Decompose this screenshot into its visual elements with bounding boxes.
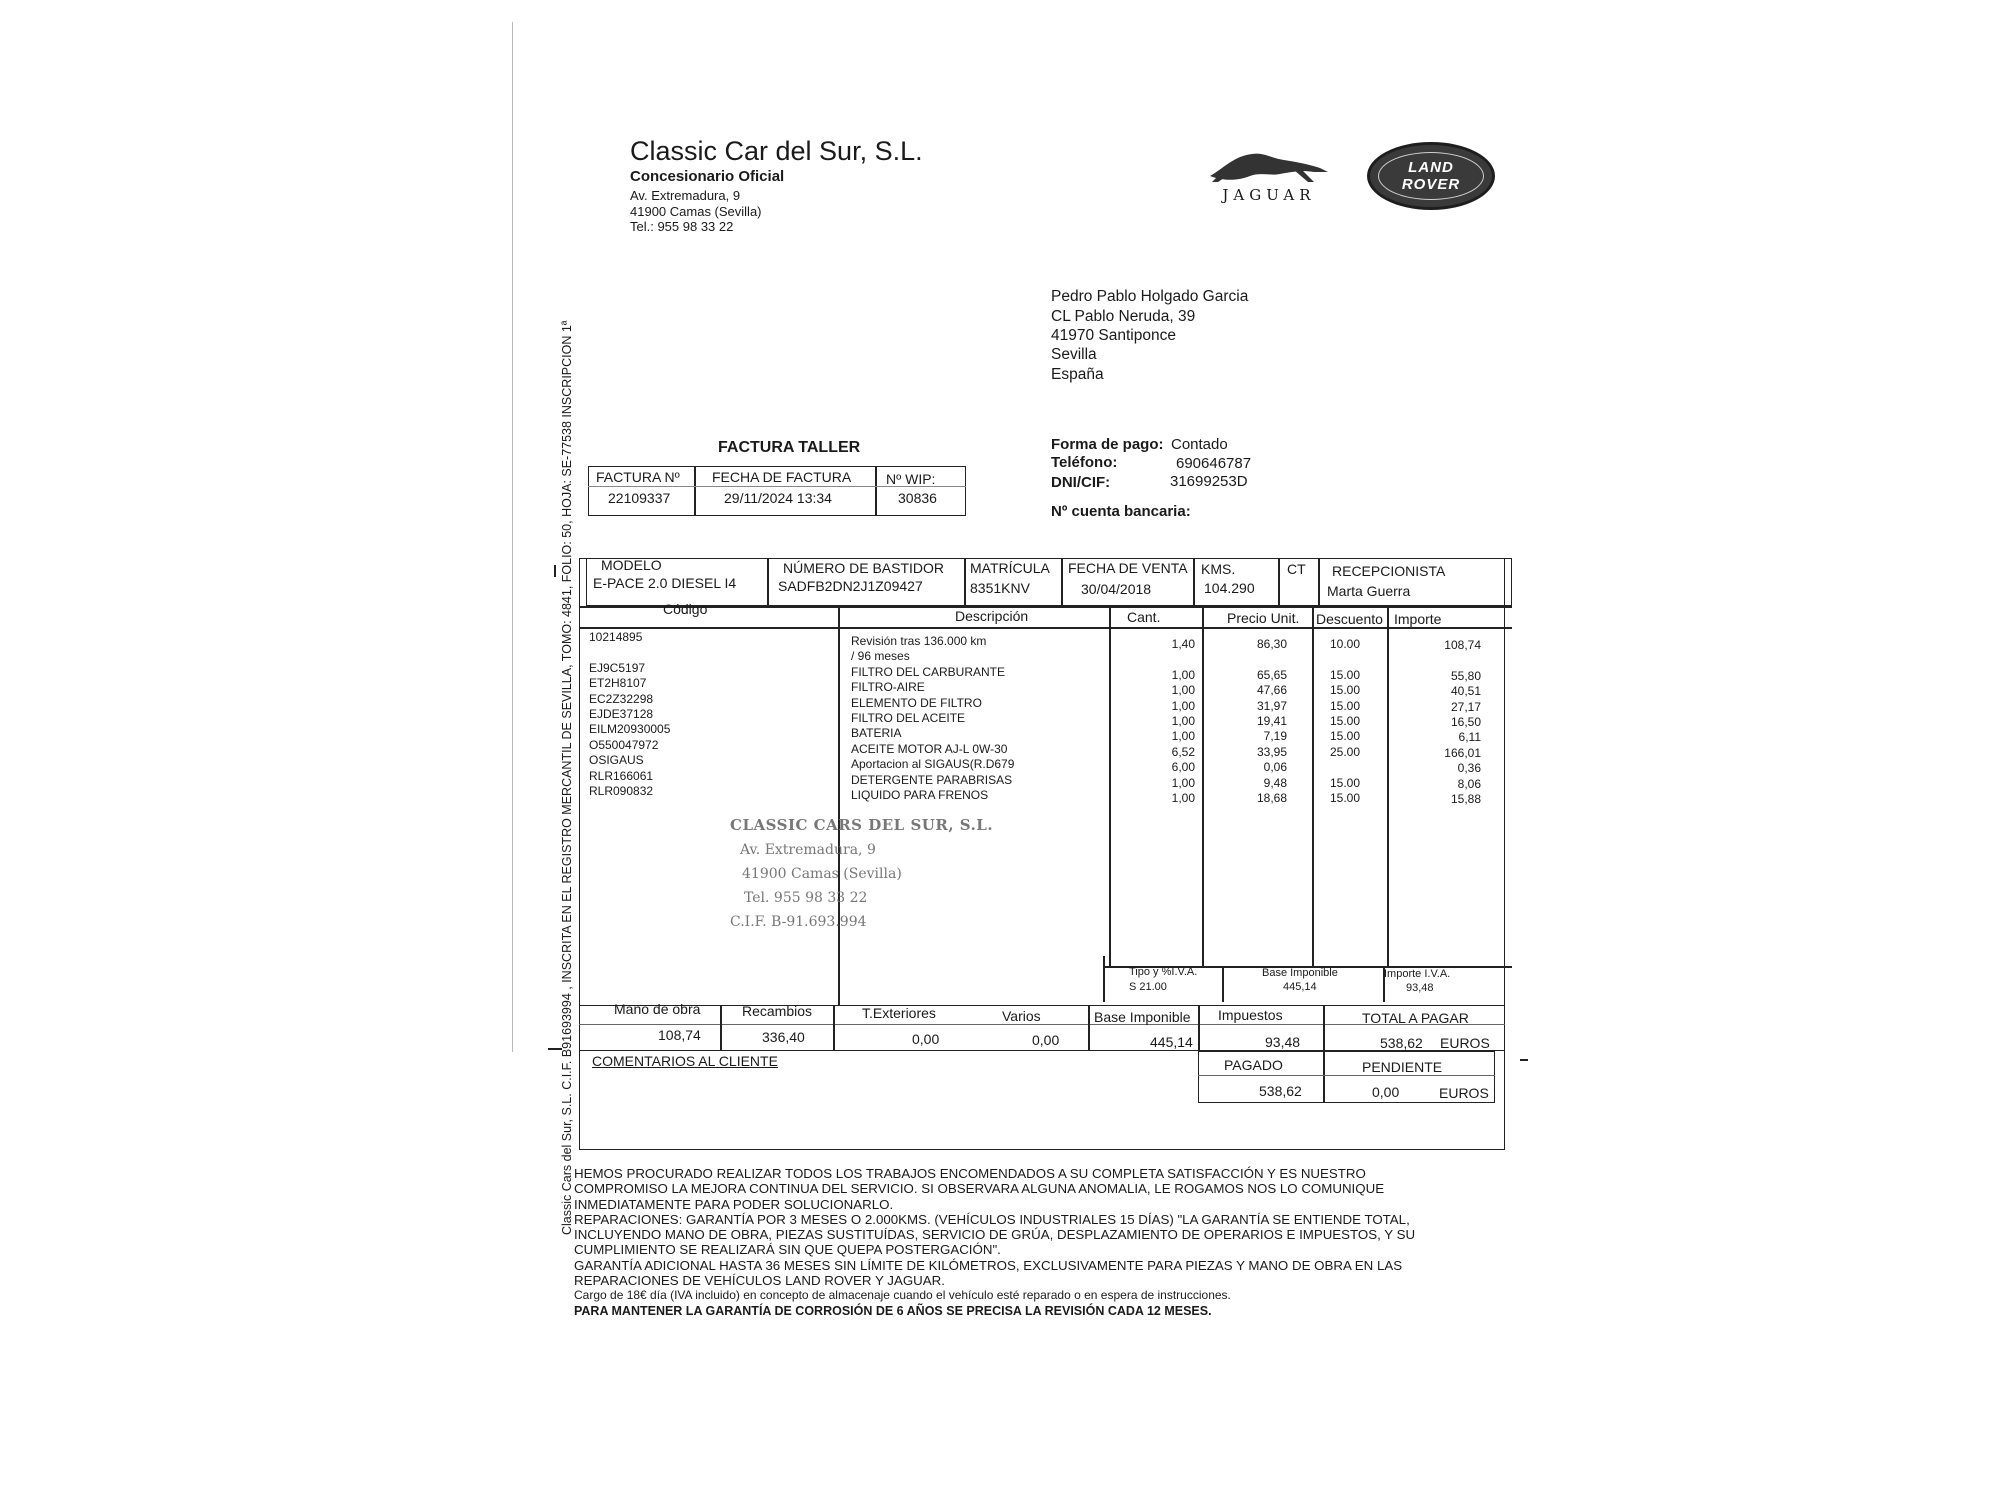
vehicle-plate-label: MATRÍCULA bbox=[970, 560, 1050, 576]
item-cell: 6,52 bbox=[1171, 744, 1195, 759]
item-cell: ACEITE MOTOR AJ-L 0W-30 bbox=[851, 741, 1008, 756]
item-cell: FILTRO DEL CARBURANTE bbox=[851, 664, 1006, 679]
terms-line: COMPROMISO LA MEJORA CONTINUA DEL SERVICIO. SI OBSERVARA ALGUNA ANOMALIA, LE ROGAMOS NOS LO COMUNIQUE bbox=[574, 1181, 1385, 1197]
scan-mark-right bbox=[1520, 1059, 1528, 1061]
vehicle-receptionist: Marta Guerra bbox=[1327, 583, 1411, 599]
vehicle-plate: 8351KNV bbox=[970, 580, 1030, 596]
customer-name: Pedro Pablo Holgado Garcia bbox=[1051, 288, 1249, 305]
item-cell: 1,00 bbox=[1171, 713, 1195, 728]
item-cell bbox=[589, 645, 829, 660]
item-cell: 15.00 bbox=[1330, 683, 1361, 698]
item-cell: ELEMENTO DE FILTRO bbox=[851, 695, 982, 710]
divider bbox=[1088, 1005, 1090, 1051]
item-cell: 8,06 bbox=[1457, 776, 1481, 791]
item-cell: 15,88 bbox=[1450, 791, 1481, 806]
jaguar-leaper-icon bbox=[1204, 146, 1334, 188]
item-cell: 1,00 bbox=[1171, 775, 1195, 790]
totals-exteriors: 0,00 bbox=[912, 1031, 940, 1047]
stamp-line-5: C.I.F. B-91.693.994 bbox=[730, 914, 867, 930]
payment-phone: 690646787 bbox=[1176, 455, 1252, 472]
stamp-line-1: CLASSIC CARS DEL SUR, S.L. bbox=[730, 816, 994, 834]
terms-line: REPARACIONES DE VEHÍCULOS LAND ROVER Y JAGUAR. bbox=[574, 1273, 945, 1289]
invoice-number: 22109337 bbox=[608, 490, 671, 506]
item-cell: EJ9C5197 bbox=[589, 660, 646, 675]
vehicle-sale-date: 30/04/2018 bbox=[1081, 581, 1152, 597]
totals-misc: 0,00 bbox=[1032, 1032, 1060, 1048]
divider bbox=[964, 558, 966, 606]
invoice-number-label: FACTURA Nº bbox=[596, 469, 680, 485]
totals-labor: 108,74 bbox=[658, 1027, 701, 1043]
divider bbox=[1222, 966, 1224, 1002]
totals-labor-label: Mano de obra bbox=[614, 1001, 701, 1017]
divider bbox=[767, 558, 769, 606]
invoice-wip: 30836 bbox=[898, 490, 937, 506]
item-cell: 15.00 bbox=[1330, 729, 1361, 744]
item-cell bbox=[1110, 652, 1195, 667]
totals-total-label: TOTAL A PAGAR bbox=[1362, 1010, 1469, 1026]
terms-line: INCLUYENDO MANO DE OBRA, PIEZAS SUSTITUÍDAS, SERVICIO DE GRÚA, DESPLAZAMIENTO DE OPERARIOS E IMPUESTOS, Y SU bbox=[574, 1227, 1416, 1243]
vat-type: S 21.00 bbox=[1129, 981, 1167, 993]
item-cell: 9,48 bbox=[1263, 775, 1287, 790]
terms-line: REPARACIONES: GARANTÍA POR 3 MESES O 2.000KMS. (VEHÍCULOS INDUSTRIALES 15 DÍAS) "LA GARANTÍA SE ENTIENDE TOTAL, bbox=[574, 1211, 1410, 1227]
terms-line: INMEDIATAMENTE PARA PODER SOLUCIONARLO. bbox=[574, 1196, 894, 1212]
item-cell: 0,06 bbox=[1263, 760, 1287, 775]
item-cell: 1,40 bbox=[1171, 637, 1195, 651]
divider bbox=[1278, 558, 1280, 606]
col-header-code: Código bbox=[663, 601, 708, 617]
divider bbox=[1323, 1051, 1325, 1103]
company-city: 41900 Camas (Sevilla) bbox=[630, 204, 762, 219]
col-header-discount: Descuento bbox=[1316, 611, 1383, 627]
landrover-wordmark-top: LAND bbox=[1408, 159, 1454, 176]
divider bbox=[579, 627, 1512, 629]
item-cell: 1,00 bbox=[1171, 790, 1195, 805]
item-cell: / 96 meses bbox=[851, 649, 910, 664]
item-cell: Revisión tras 136.000 km bbox=[851, 634, 987, 648]
vat-amount-label: Importe I.V.A. bbox=[1384, 968, 1451, 980]
item-cell: 15.00 bbox=[1330, 713, 1361, 728]
item-cell: Aportacion al SIGAUS(R.D679 bbox=[851, 757, 1015, 772]
divider bbox=[720, 1005, 722, 1051]
item-cell: 0,36 bbox=[1457, 761, 1481, 776]
item-cell: EILM20930005 bbox=[589, 722, 671, 737]
item-cell: 6,00 bbox=[1171, 760, 1195, 775]
item-cell: EJDE37128 bbox=[589, 706, 654, 721]
item-cell: 166,01 bbox=[1444, 745, 1481, 760]
item-cell: 33,95 bbox=[1256, 744, 1287, 759]
divider bbox=[1198, 1005, 1200, 1051]
payment-bank-label: Nº cuenta bancaria: bbox=[1051, 503, 1191, 520]
item-cell: 25.00 bbox=[1330, 744, 1361, 759]
terms-line: CUMPLIMIENTO SE REALIZARÁ SIN QUE QUEPA POSTERGACIÓN". bbox=[574, 1242, 1001, 1258]
item-cell: OSIGAUS bbox=[589, 753, 644, 768]
stamp-line-2: Av. Extremadura, 9 bbox=[740, 842, 876, 858]
divider bbox=[838, 606, 840, 1006]
customer-street: CL Pablo Neruda, 39 bbox=[1051, 308, 1196, 325]
stamp-line-4: Tel. 955 98 33 22 bbox=[744, 890, 868, 906]
document-title: FACTURA TALLER bbox=[718, 439, 861, 456]
payment-method: Contado bbox=[1171, 436, 1228, 453]
payment-phone-label: Teléfono: bbox=[1051, 454, 1118, 471]
col-header-amount: Importe bbox=[1394, 611, 1442, 627]
customer-city: 41970 Santiponce bbox=[1051, 327, 1176, 344]
item-cell: 15.00 bbox=[1330, 775, 1361, 790]
item-codes bbox=[589, 630, 829, 799]
vat-amount: 93,48 bbox=[1406, 982, 1434, 994]
totals-parts: 336,40 bbox=[762, 1029, 805, 1045]
col-header-unit-price: Precio Unit. bbox=[1227, 610, 1300, 626]
totals-misc-label: Varios bbox=[1002, 1008, 1041, 1024]
item-cell: 1,00 bbox=[1171, 667, 1195, 682]
vehicle-kms: 104.290 bbox=[1204, 580, 1255, 596]
item-cell: 10.00 bbox=[1330, 637, 1361, 651]
item-cell: DETERGENTE PARABRISAS bbox=[851, 772, 1013, 787]
terms-line: HEMOS PROCURADO REALIZAR TODOS LOS TRABAJOS ENCOMENDADOS A SU COMPLETA SATISFACCIÓN Y ES NUESTRO bbox=[574, 1166, 1366, 1181]
totals-exteriors-label: T.Exteriores bbox=[862, 1005, 936, 1021]
item-cell: RLR166061 bbox=[589, 768, 654, 783]
company-name: Classic Car del Sur, S.L. bbox=[630, 136, 923, 166]
divider bbox=[1198, 1075, 1495, 1076]
item-unit-prices bbox=[1203, 637, 1287, 806]
vat-base: 445,14 bbox=[1283, 981, 1317, 993]
item-cell: 18,68 bbox=[1256, 790, 1287, 805]
jaguar-wordmark: JAGUAR bbox=[1222, 186, 1316, 204]
registry-side-text: Classic Cars del Sur, S.L. C.I.F. B91693994 , INSCRITA EN EL REGISTRO MERCANTIL DE SEVILLA, TOMO: 4841, FOLIO: 50, HOJA: SE-77538 INSCRIPCION 1ª bbox=[560, 320, 574, 1235]
item-cell: FILTRO-AIRE bbox=[851, 680, 925, 695]
item-cell bbox=[1203, 652, 1287, 667]
payment-method-label: Forma de pago: bbox=[1051, 436, 1164, 453]
item-cell: 7,19 bbox=[1263, 729, 1287, 744]
divider bbox=[1323, 1005, 1325, 1051]
invoice-date-label: FECHA DE FACTURA bbox=[712, 469, 852, 485]
vat-base-label: Base Imponible bbox=[1262, 967, 1338, 979]
divider bbox=[579, 606, 1512, 608]
pending-label: PENDIENTE bbox=[1362, 1059, 1443, 1075]
item-cell: 1,00 bbox=[1171, 698, 1195, 713]
totals-currency: EUROS bbox=[1440, 1035, 1490, 1051]
terms-line: Cargo de 18€ día (IVA incluido) en concepto de almacenaje cuando el vehículo esté reparado o en espera de instrucciones. bbox=[574, 1288, 1231, 1303]
stamp-line-3: 41900 Camas (Sevilla) bbox=[742, 866, 902, 882]
item-cell: 31,97 bbox=[1256, 698, 1287, 713]
divider bbox=[833, 1005, 835, 1051]
item-cell: 27,17 bbox=[1450, 699, 1481, 714]
item-cell: 15.00 bbox=[1330, 667, 1361, 682]
vehicle-model: E-PACE 2.0 DIESEL I4 bbox=[593, 575, 737, 591]
totals-tax-label: Impuestos bbox=[1218, 1007, 1283, 1023]
item-cell: 10214895 bbox=[589, 630, 643, 644]
vehicle-kms-label: KMS. bbox=[1201, 561, 1236, 577]
company-phone: Tel.: 955 98 33 22 bbox=[630, 219, 734, 234]
vehicle-sale-label: FECHA DE VENTA bbox=[1068, 560, 1188, 576]
payment-dni-label: DNI/CIF: bbox=[1051, 474, 1111, 491]
item-descriptions bbox=[851, 634, 1106, 803]
item-quantities bbox=[1110, 637, 1195, 806]
comments-label: COMENTARIOS AL CLIENTE bbox=[592, 1053, 778, 1069]
vehicle-model-label: MODELO bbox=[601, 557, 662, 573]
item-cell: 1,00 bbox=[1171, 729, 1195, 744]
item-cell: RLR090832 bbox=[589, 783, 654, 798]
item-cell: 6,11 bbox=[1458, 730, 1481, 745]
item-cell bbox=[1330, 760, 1385, 775]
terms-bold-line: PARA MANTENER LA GARANTÍA DE CORROSIÓN DE 6 AÑOS SE PRECISA LA REVISIÓN CADA 12 MESES. bbox=[574, 1303, 1212, 1318]
item-cell: O550047972 bbox=[589, 737, 659, 752]
scan-mark-left bbox=[554, 565, 556, 577]
totals-parts-label: Recambios bbox=[742, 1003, 813, 1019]
item-cell: 1,00 bbox=[1171, 683, 1195, 698]
item-cell: EC2Z32298 bbox=[589, 691, 654, 706]
invoice-wip-label: Nº WIP: bbox=[886, 471, 936, 487]
totals-total: 538,62 bbox=[1380, 1035, 1423, 1051]
item-cell: 65,65 bbox=[1256, 667, 1287, 682]
vat-type-label: Tipo y %I.V.A. bbox=[1129, 966, 1198, 978]
col-header-description: Descripción bbox=[955, 608, 1029, 624]
company-stamp bbox=[700, 816, 1000, 936]
company-subtitle: Concesionario Oficial bbox=[630, 168, 785, 185]
divider bbox=[1103, 956, 1105, 1002]
vehicle-vin: SADFB2DN2J1Z09427 bbox=[778, 578, 923, 594]
col-header-quantity: Cant. bbox=[1127, 609, 1161, 625]
item-cell: 47,66 bbox=[1256, 683, 1287, 698]
item-cell: 16,50 bbox=[1450, 714, 1481, 729]
vehicle-reception-label: RECEPCIONISTA bbox=[1332, 563, 1446, 579]
item-cell: 15.00 bbox=[1330, 698, 1361, 713]
vehicle-vin-label: NÚMERO DE BASTIDOR bbox=[783, 560, 945, 576]
customer-province: Sevilla bbox=[1051, 346, 1097, 363]
item-cell: 86,30 bbox=[1256, 637, 1287, 651]
item-cell: 108,74 bbox=[1444, 638, 1481, 652]
divider bbox=[1312, 606, 1314, 966]
item-cell: ET2H8107 bbox=[589, 676, 647, 691]
item-cell: FILTRO DEL ACEITE bbox=[851, 710, 966, 725]
item-amounts bbox=[1388, 638, 1481, 807]
divider bbox=[1318, 558, 1320, 606]
totals-base: 445,14 bbox=[1150, 1034, 1193, 1050]
item-cell: BATERIA bbox=[851, 726, 902, 741]
pending-currency: EUROS bbox=[1439, 1085, 1489, 1101]
item-cell: 40,51 bbox=[1450, 684, 1481, 699]
terms-line: GARANTÍA ADICIONAL HASTA 36 MESES SIN LÍMITE DE KILÓMETROS, EXCLUSIVAMENTE PARA PIEZAS Y MANO DE OBRA EN LAS bbox=[574, 1257, 1403, 1273]
landrover-wordmark-bottom: ROVER bbox=[1401, 176, 1461, 193]
totals-base-label: Base Imponible bbox=[1094, 1009, 1191, 1025]
pending-amount: 0,00 bbox=[1372, 1084, 1400, 1100]
scan-edge-line bbox=[512, 22, 513, 1052]
landrover-logo bbox=[1367, 142, 1495, 210]
vehicle-ct-label: CT bbox=[1287, 561, 1306, 577]
item-discounts bbox=[1330, 637, 1385, 806]
item-cell: 19,41 bbox=[1256, 713, 1287, 728]
paid-amount: 538,62 bbox=[1259, 1083, 1302, 1099]
paid-label: PAGADO bbox=[1224, 1057, 1283, 1073]
divider bbox=[1061, 558, 1063, 606]
item-cell: 15.00 bbox=[1330, 790, 1361, 805]
company-street: Av. Extremadura, 9 bbox=[630, 188, 741, 203]
divider bbox=[875, 466, 877, 516]
customer-country: España bbox=[1051, 366, 1104, 383]
divider bbox=[694, 466, 696, 516]
totals-tax: 93,48 bbox=[1265, 1034, 1301, 1050]
terms-block bbox=[574, 1166, 1415, 1319]
jaguar-logo bbox=[1204, 146, 1334, 206]
item-cell bbox=[1388, 653, 1481, 668]
divider bbox=[1193, 558, 1195, 606]
item-cell: LIQUIDO PARA FRENOS bbox=[851, 787, 989, 802]
item-cell bbox=[1330, 652, 1385, 667]
payment-dni: 31699253D bbox=[1170, 473, 1248, 490]
item-cell: 55,80 bbox=[1450, 668, 1481, 683]
invoice-date: 29/11/2024 13:34 bbox=[724, 490, 832, 506]
